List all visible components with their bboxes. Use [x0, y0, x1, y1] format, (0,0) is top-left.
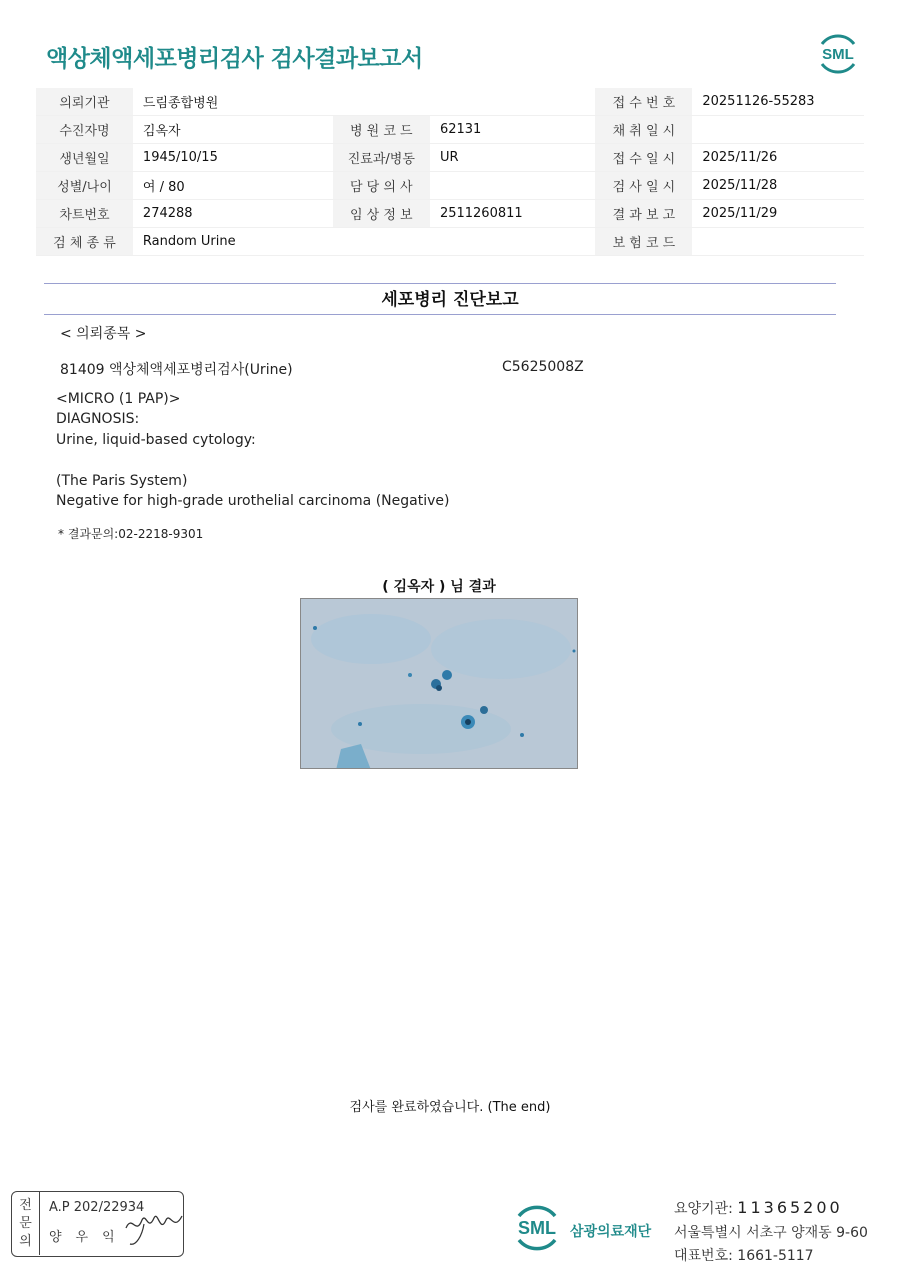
info-row — [36, 116, 864, 144]
info-label: 접 수 번 호 — [595, 88, 692, 116]
info-label: 담 당 의 사 — [333, 172, 430, 200]
pathologist-stamp — [11, 1191, 184, 1257]
section-title: 세포병리 진단보고 — [381, 290, 519, 310]
phone-label: 대표번호: — [674, 1248, 733, 1264]
order-id: C5625008Z — [502, 359, 584, 375]
section-divider-top — [44, 283, 836, 284]
info-value: 드림종합병원 — [133, 88, 596, 116]
info-value: 2025/11/28 — [692, 172, 864, 200]
stamp-license: A.P 202/22934 — [49, 1200, 145, 1215]
info-label: 검 체 종 류 — [36, 228, 133, 256]
patient-info-table — [36, 88, 864, 256]
info-value: 김옥자 — [133, 116, 333, 144]
section-divider-bottom — [44, 314, 836, 315]
sml-logo-text: SML — [822, 46, 854, 63]
foundation-name: 삼광의료재단 — [570, 1224, 652, 1240]
info-value: 2025/11/29 — [692, 200, 864, 228]
stamp-char: 의 — [19, 1233, 32, 1249]
info-label: 보 험 코 드 — [595, 228, 692, 256]
phone-number: 1661-5117 — [737, 1248, 814, 1264]
address: 서울특별시 서초구 양재동 9-60 — [674, 1225, 868, 1241]
institution-label: 요양기관: — [674, 1201, 733, 1217]
info-label: 임 상 정 보 — [333, 200, 430, 228]
institution-code: 11365200 — [737, 1198, 843, 1217]
specimen-line: Urine, liquid-based cytology: — [56, 432, 256, 448]
cytology-image — [300, 598, 578, 769]
end-text: 검사를 완료하였습니다. (The end) — [349, 1100, 551, 1115]
info-value — [692, 228, 864, 256]
diagnosis-result: Negative for high-grade urothelial carcinoma (Negative) — [56, 493, 450, 509]
info-label: 수진자명 — [36, 116, 133, 144]
info-value — [430, 172, 595, 200]
info-row — [36, 144, 864, 172]
stamp-name: 양우익 — [49, 1230, 129, 1245]
stamp-side — [12, 1192, 40, 1255]
diagnosis-label: DIAGNOSIS: — [56, 411, 140, 427]
sml-logo — [814, 30, 862, 76]
info-label: 생년월일 — [36, 144, 133, 172]
cytology-drawing — [301, 599, 578, 769]
info-row — [36, 172, 864, 200]
report-title: 액상체액세포병리검사 검사결과보고서 — [46, 46, 423, 72]
info-value: Random Urine — [133, 228, 596, 256]
image-caption: ( 김옥자 ) 님 결과 — [382, 579, 496, 595]
info-row — [36, 88, 864, 116]
info-value: UR — [430, 144, 595, 172]
info-label: 병 원 코 드 — [333, 116, 430, 144]
paris-system-line: (The Paris System) — [56, 473, 188, 489]
info-value: 여 / 80 — [133, 172, 333, 200]
info-value: 274288 — [133, 200, 333, 228]
signature-icon — [122, 1206, 188, 1250]
info-value — [692, 116, 864, 144]
stamp-char: 전 — [19, 1197, 32, 1213]
micro-line: <MICRO (1 PAP)> — [56, 391, 181, 407]
sml-footer-logo-text: SML — [518, 1218, 556, 1238]
info-value: 20251126-55283 — [692, 88, 864, 116]
info-row — [36, 200, 864, 228]
info-label: 의뢰기관 — [36, 88, 133, 116]
institution-line — [674, 1198, 843, 1218]
info-label: 결 과 보 고 — [595, 200, 692, 228]
info-row — [36, 228, 864, 256]
info-value: 62131 — [430, 116, 595, 144]
info-label: 차트번호 — [36, 200, 133, 228]
sml-footer-logo — [509, 1200, 565, 1254]
info-value: 2025/11/26 — [692, 144, 864, 172]
info-label: 성별/나이 — [36, 172, 133, 200]
stamp-char: 문 — [19, 1215, 32, 1231]
info-value: 2511260811 — [430, 200, 595, 228]
phone-line — [674, 1245, 814, 1265]
contact-line: * 결과문의:02-2218-9301 — [58, 527, 204, 541]
info-label: 진료과/병동 — [333, 144, 430, 172]
info-label: 채 취 일 시 — [595, 116, 692, 144]
info-label: 접 수 일 시 — [595, 144, 692, 172]
info-value: 1945/10/15 — [133, 144, 333, 172]
info-label: 검 사 일 시 — [595, 172, 692, 200]
order-heading: < 의뢰종목 > — [60, 326, 147, 342]
order-code-name: 81409 액상체액세포병리검사(Urine) — [60, 362, 293, 378]
